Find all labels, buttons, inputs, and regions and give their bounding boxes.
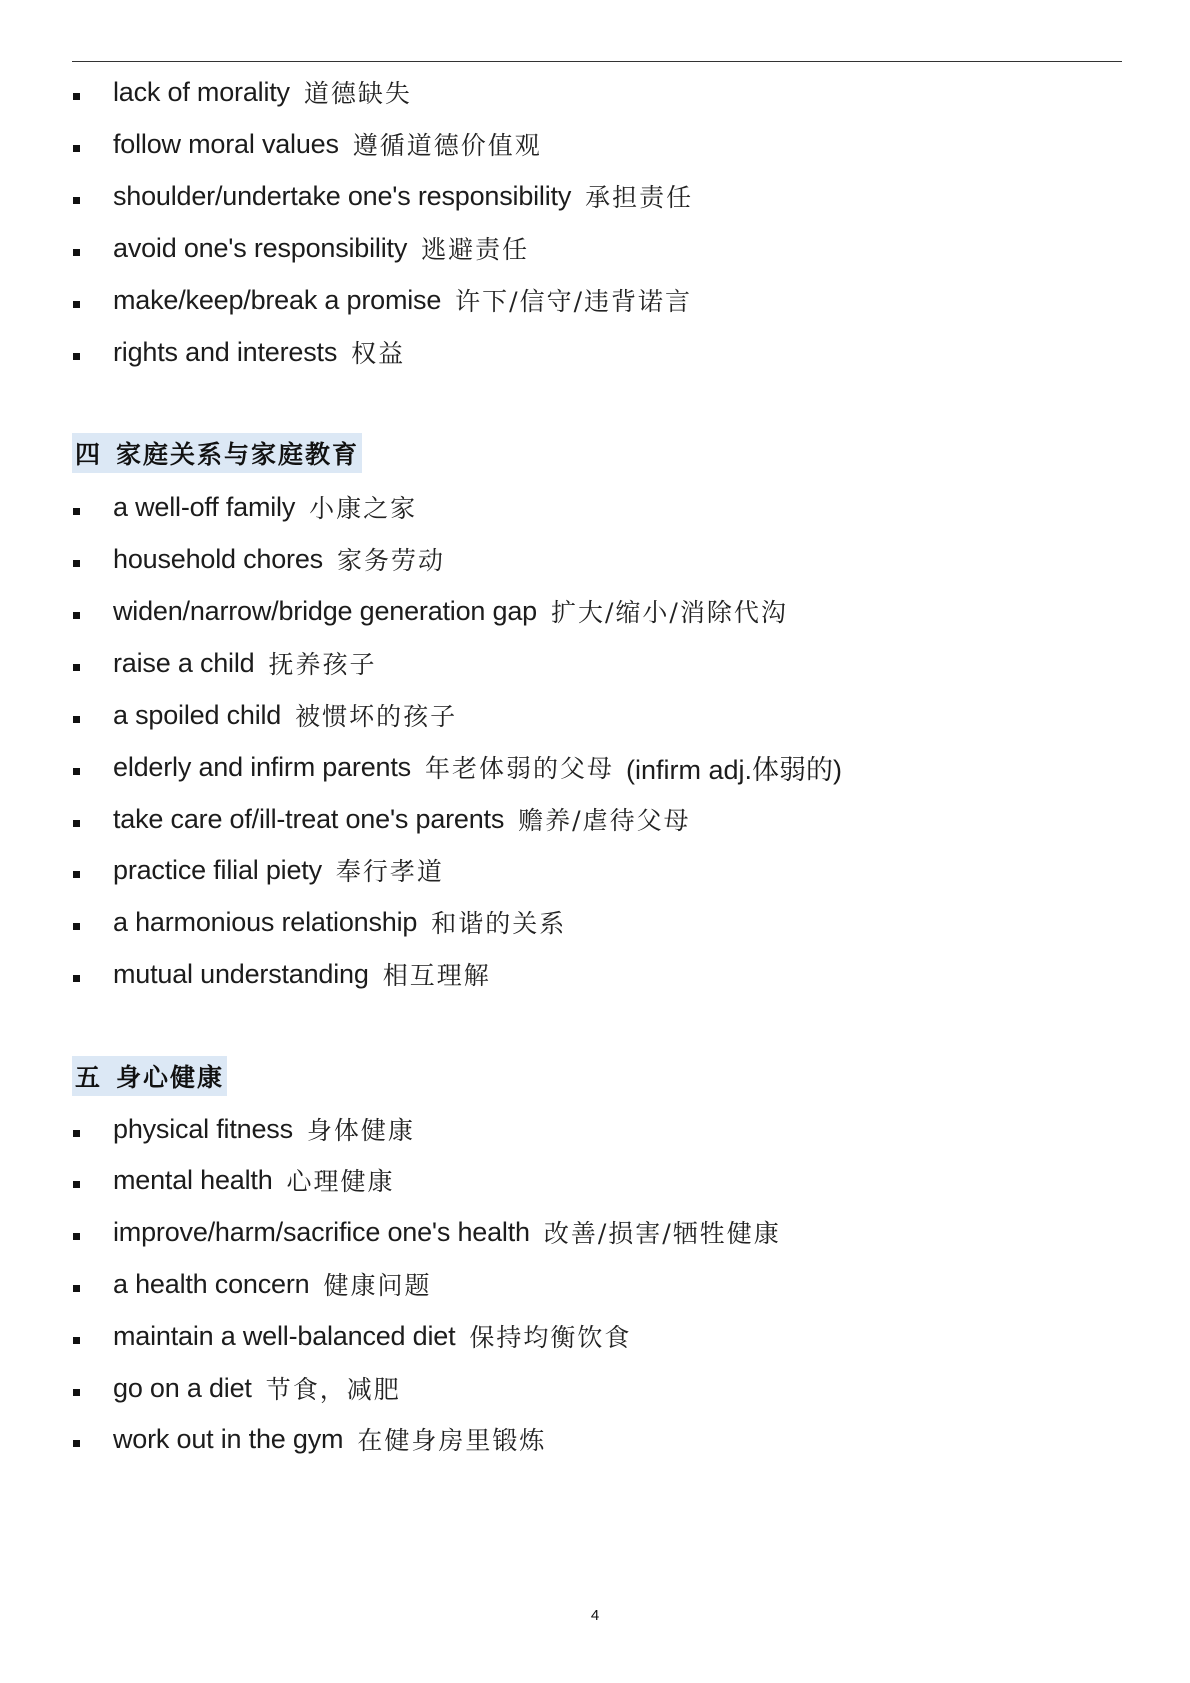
list-item <box>73 1264 431 1304</box>
phrase-zh: 奉行孝道 <box>335 857 444 886</box>
phrase-en: rights and interests <box>113 336 338 367</box>
phrase-zh: 在健身房里锻炼 <box>357 1426 547 1455</box>
bullet-icon <box>73 508 80 515</box>
phrase-en: maintain a well-balanced diet <box>113 1320 456 1351</box>
list-item <box>73 72 412 112</box>
bullet-icon <box>73 768 80 775</box>
phrase-en: household chores <box>113 543 323 574</box>
bullet-icon <box>73 1285 80 1292</box>
phrase-zh: 年老体弱的父母 <box>424 754 614 783</box>
phrase-zh: 被惯坏的孩子 <box>295 702 458 731</box>
phrase-en: take care of/ill-treat one's parents <box>113 803 505 834</box>
list-item <box>73 1109 415 1149</box>
list-item <box>73 124 542 164</box>
list-item <box>73 747 842 787</box>
phrase-en: shoulder/undertake one's responsibility <box>113 180 572 211</box>
phrase-zh: 道德缺失 <box>303 79 412 108</box>
phrase-zh: 许下/信守/违背诺言 <box>455 287 693 316</box>
list-item <box>73 539 445 579</box>
section-heading <box>72 433 362 473</box>
phrase-zh: 赡养/虐待父母 <box>518 806 691 835</box>
phrase-zh: 遵循道德价值观 <box>352 131 542 160</box>
phrase-en: lack of morality <box>113 76 290 107</box>
list-item <box>73 280 692 320</box>
bullet-icon <box>73 716 80 723</box>
phrase-en: avoid one's responsibility <box>113 232 408 263</box>
header-rule <box>72 61 1122 62</box>
phrase-en: go on a diet <box>113 1372 252 1403</box>
phrase-en: work out in the gym <box>113 1423 344 1454</box>
bullet-icon <box>73 871 80 878</box>
bullet-icon <box>73 1440 80 1447</box>
phrase-en: elderly and infirm parents <box>113 751 411 782</box>
phrase-zh: 身体健康 <box>306 1116 415 1145</box>
phrase-en: mutual understanding <box>113 958 369 989</box>
list-item <box>73 902 566 942</box>
phrase-en: follow moral values <box>113 128 339 159</box>
phrase-note: (infirm adj.体弱的) <box>625 754 842 785</box>
list-item <box>73 799 691 839</box>
phrase-en: a harmonious relationship <box>113 906 418 937</box>
phrase-en: raise a child <box>113 647 255 678</box>
phrase-en: mental health <box>113 1164 273 1195</box>
list-item <box>73 643 377 683</box>
bullet-icon <box>73 1181 80 1188</box>
bullet-icon <box>73 301 80 308</box>
bullet-icon <box>73 820 80 827</box>
phrase-zh: 扩大/缩小/消除代沟 <box>551 598 788 627</box>
bullet-icon <box>73 664 80 671</box>
phrase-zh: 和谐的关系 <box>431 909 567 938</box>
list-item <box>73 487 417 527</box>
phrase-zh: 承担责任 <box>585 183 694 212</box>
bullet-icon <box>73 353 80 360</box>
list-item <box>73 1160 395 1200</box>
bullet-icon <box>73 93 80 100</box>
phrase-zh: 相互理解 <box>382 961 491 990</box>
phrase-en: a well-off family <box>113 491 296 522</box>
section-heading <box>72 1056 227 1096</box>
bullet-icon <box>73 197 80 204</box>
phrase-en: widen/narrow/bridge generation gap <box>113 595 537 626</box>
list-item <box>73 850 444 890</box>
phrase-en: practice filial piety <box>113 854 322 885</box>
list-item <box>73 591 788 631</box>
section-number: 五 <box>75 1063 103 1092</box>
list-item <box>73 954 491 994</box>
section-title: 家庭关系与家庭教育 <box>116 440 360 469</box>
phrase-zh: 家务劳动 <box>336 546 445 575</box>
bullet-icon <box>73 1389 80 1396</box>
phrase-en: a spoiled child <box>113 699 282 730</box>
phrase-zh: 保持均衡饮食 <box>469 1323 632 1352</box>
phrase-zh: 节食，减肥 <box>265 1375 401 1404</box>
list-item <box>73 332 405 372</box>
page-number: 4 <box>590 1607 600 1624</box>
bullet-icon <box>73 560 80 567</box>
phrase-zh: 小康之家 <box>309 494 418 523</box>
phrase-zh: 健康问题 <box>323 1271 432 1300</box>
section-number: 四 <box>75 440 103 469</box>
phrase-zh: 改善/损害/牺牲健康 <box>543 1219 781 1248</box>
phrase-zh: 抚养孩子 <box>268 650 377 679</box>
list-item <box>73 1368 401 1408</box>
bullet-icon <box>73 249 80 256</box>
bullet-icon <box>73 923 80 930</box>
phrase-en: improve/harm/sacrifice one's health <box>113 1216 530 1247</box>
phrase-zh: 心理健康 <box>286 1167 395 1196</box>
list-item <box>73 695 457 735</box>
list-item <box>73 1316 631 1356</box>
phrase-zh: 权益 <box>351 339 406 368</box>
phrase-en: a health concern <box>113 1268 310 1299</box>
list-item <box>73 176 693 216</box>
list-item <box>73 1419 546 1459</box>
bullet-icon <box>73 612 80 619</box>
bullet-icon <box>73 145 80 152</box>
bullet-icon <box>73 1130 80 1137</box>
section-title: 身心健康 <box>116 1063 225 1092</box>
phrase-zh: 逃避责任 <box>421 235 530 264</box>
phrase-en: physical fitness <box>113 1113 293 1144</box>
bullet-icon <box>73 975 80 982</box>
list-item <box>73 228 529 268</box>
list-item <box>73 1212 781 1252</box>
bullet-icon <box>73 1233 80 1240</box>
phrase-en: make/keep/break a promise <box>113 284 442 315</box>
bullet-icon <box>73 1337 80 1344</box>
